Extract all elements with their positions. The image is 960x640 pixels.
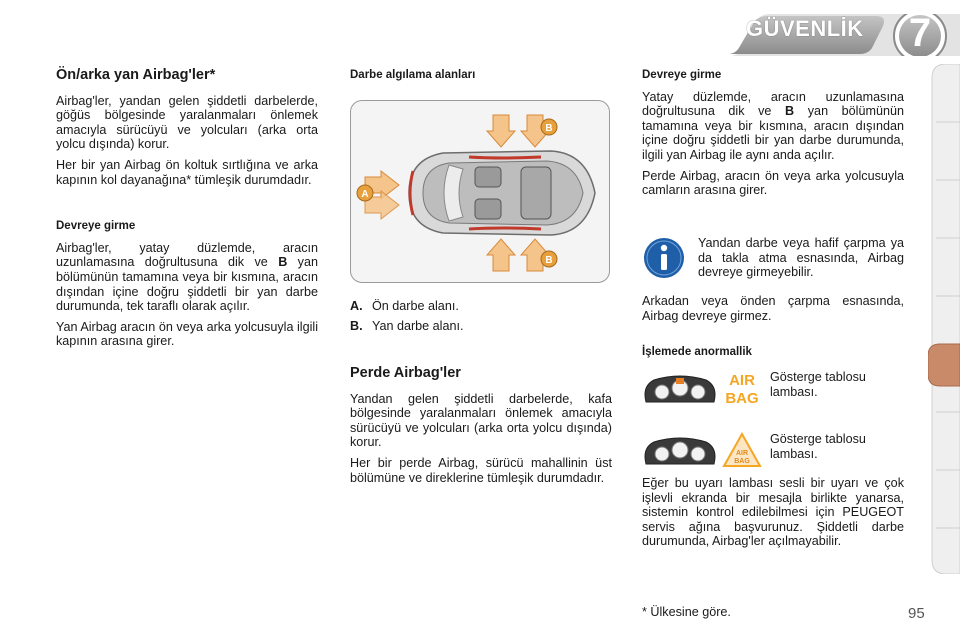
column-left: [56, 68, 318, 355]
subsection-title-malfunction: İşlemede anormallik: [642, 346, 752, 359]
lamp-caption: Gösterge tablosu lambası.: [770, 432, 866, 461]
paragraph: Yandan gelen şiddetli darbelerde, kafa bölgesinde yaralanmaları önlemek amacıyla sürücüyü ve yolcuları (arka orta yolcu dışında) korur.: [350, 391, 612, 450]
zone-label-b-top: B: [545, 123, 553, 134]
subsection-title-activation: Devreye girme: [56, 220, 136, 233]
footnote: * Ülkesine göre.: [642, 605, 731, 619]
curtain-airbag-section: [350, 366, 612, 491]
page-number: 95: [908, 605, 925, 622]
legend-item: B. Yan darbe alanı.: [350, 319, 464, 333]
paragraph: Airbag'ler, yatay düzlemde, aracın uzunlamasına doğrultusuna dik ve B yan bölümünün tamamına veya bir kısmına, aracın dışından içine doğru şiddetli bir yan darbe durumunda, tek taraflı olarak açılır.: [56, 240, 318, 314]
paragraph: Airbag'ler, yandan gelen şiddetli darbelerde, göğüs bölgesinde yaralanmaları önlemek amacıyla sürücüyü ve yolcuları (arka orta yolcu dışında) korur.: [56, 93, 318, 152]
zone-label-b-bottom: B: [545, 255, 553, 266]
zone-label-a: A: [361, 189, 369, 200]
section-title-curtain-airbags: Perde Airbag'ler: [350, 365, 461, 381]
impact-zone-diagram: [350, 100, 610, 283]
passenger-airbag-warning-icon: [722, 432, 762, 468]
chapter-number: 7: [908, 11, 932, 55]
column-right-middle: [642, 294, 904, 367]
instrument-cluster-icon: [642, 372, 718, 404]
airbag-warning-badge-icon: [722, 370, 762, 406]
car-top-view-illustration: [351, 101, 610, 283]
svg-text:BAG: BAG: [734, 458, 750, 465]
chapter-title: GÜVENLİK: [746, 16, 864, 41]
paragraph: Perde Airbag, aracın ön veya arka yolcusuyla camların arasına girer.: [642, 168, 904, 198]
svg-text:AIR: AIR: [735, 450, 749, 457]
paragraph: Her bir yan Airbag ön koltuk sırtlığına ve arka kapının kol dayanağına* tümleşik durumdadır.: [56, 157, 318, 187]
chapter-tab-strip: [928, 64, 960, 574]
subsection-title-activation: Devreye girme: [642, 69, 722, 81]
diagram-legend: [350, 296, 612, 336]
instrument-cluster-icon: [642, 434, 718, 466]
paragraph: Arkadan veya önden çarpma esnasında, Airbag devreye girmez.: [642, 294, 904, 323]
info-icon: [642, 236, 686, 280]
warning-lamp-row: [642, 432, 904, 476]
warning-lamp-row: [642, 370, 904, 414]
svg-text:BAG: BAG: [725, 390, 759, 406]
info-note: Yandan darbe veya hafif çarpma ya da takla atma esnasında, Airbag devreye girmeyebilir.: [698, 236, 904, 280]
paragraph: Yatay düzlemde, aracın uzunlamasına doğrultusuna dik ve B yan bölümünün tamamına veya bir kısmına, aracın dışından içine doğru şiddetli bir yan darbe durumunda, ilgili yan Airbag ile aynı anda açılır.: [642, 89, 904, 162]
paragraph: Eğer bu uyarı lambası sesli bir uyarı ve çok işlevli ekranda bir mesajla birlikte yanarsa, sistemin kontrol edilebilmesi için PEUGEOT servis ağına başvurunuz. Şiddetli darbe durumunda, Airbag'ler açılmayabilir.: [642, 476, 904, 549]
column-right: [642, 68, 904, 204]
paragraph: Her bir perde Airbag, sürücü mahallinin üst bölümüne ve direklerine tümleşik durumdadır.: [350, 455, 612, 485]
section-title-side-airbags: Ön/arka yan Airbag'ler*: [56, 67, 216, 83]
subsection-title-impact-zones: Darbe algılama alanları: [350, 69, 476, 81]
paragraph: Yan Airbag aracın ön veya arka yolcusuyla ilgili kapının arasına girer.: [56, 319, 318, 349]
lamp-caption: Gösterge tablosu lambası.: [770, 370, 866, 399]
column-middle: [350, 68, 612, 90]
svg-text:AIR: AIR: [729, 372, 755, 389]
legend-item: A. Ön darbe alanı.: [350, 299, 459, 313]
